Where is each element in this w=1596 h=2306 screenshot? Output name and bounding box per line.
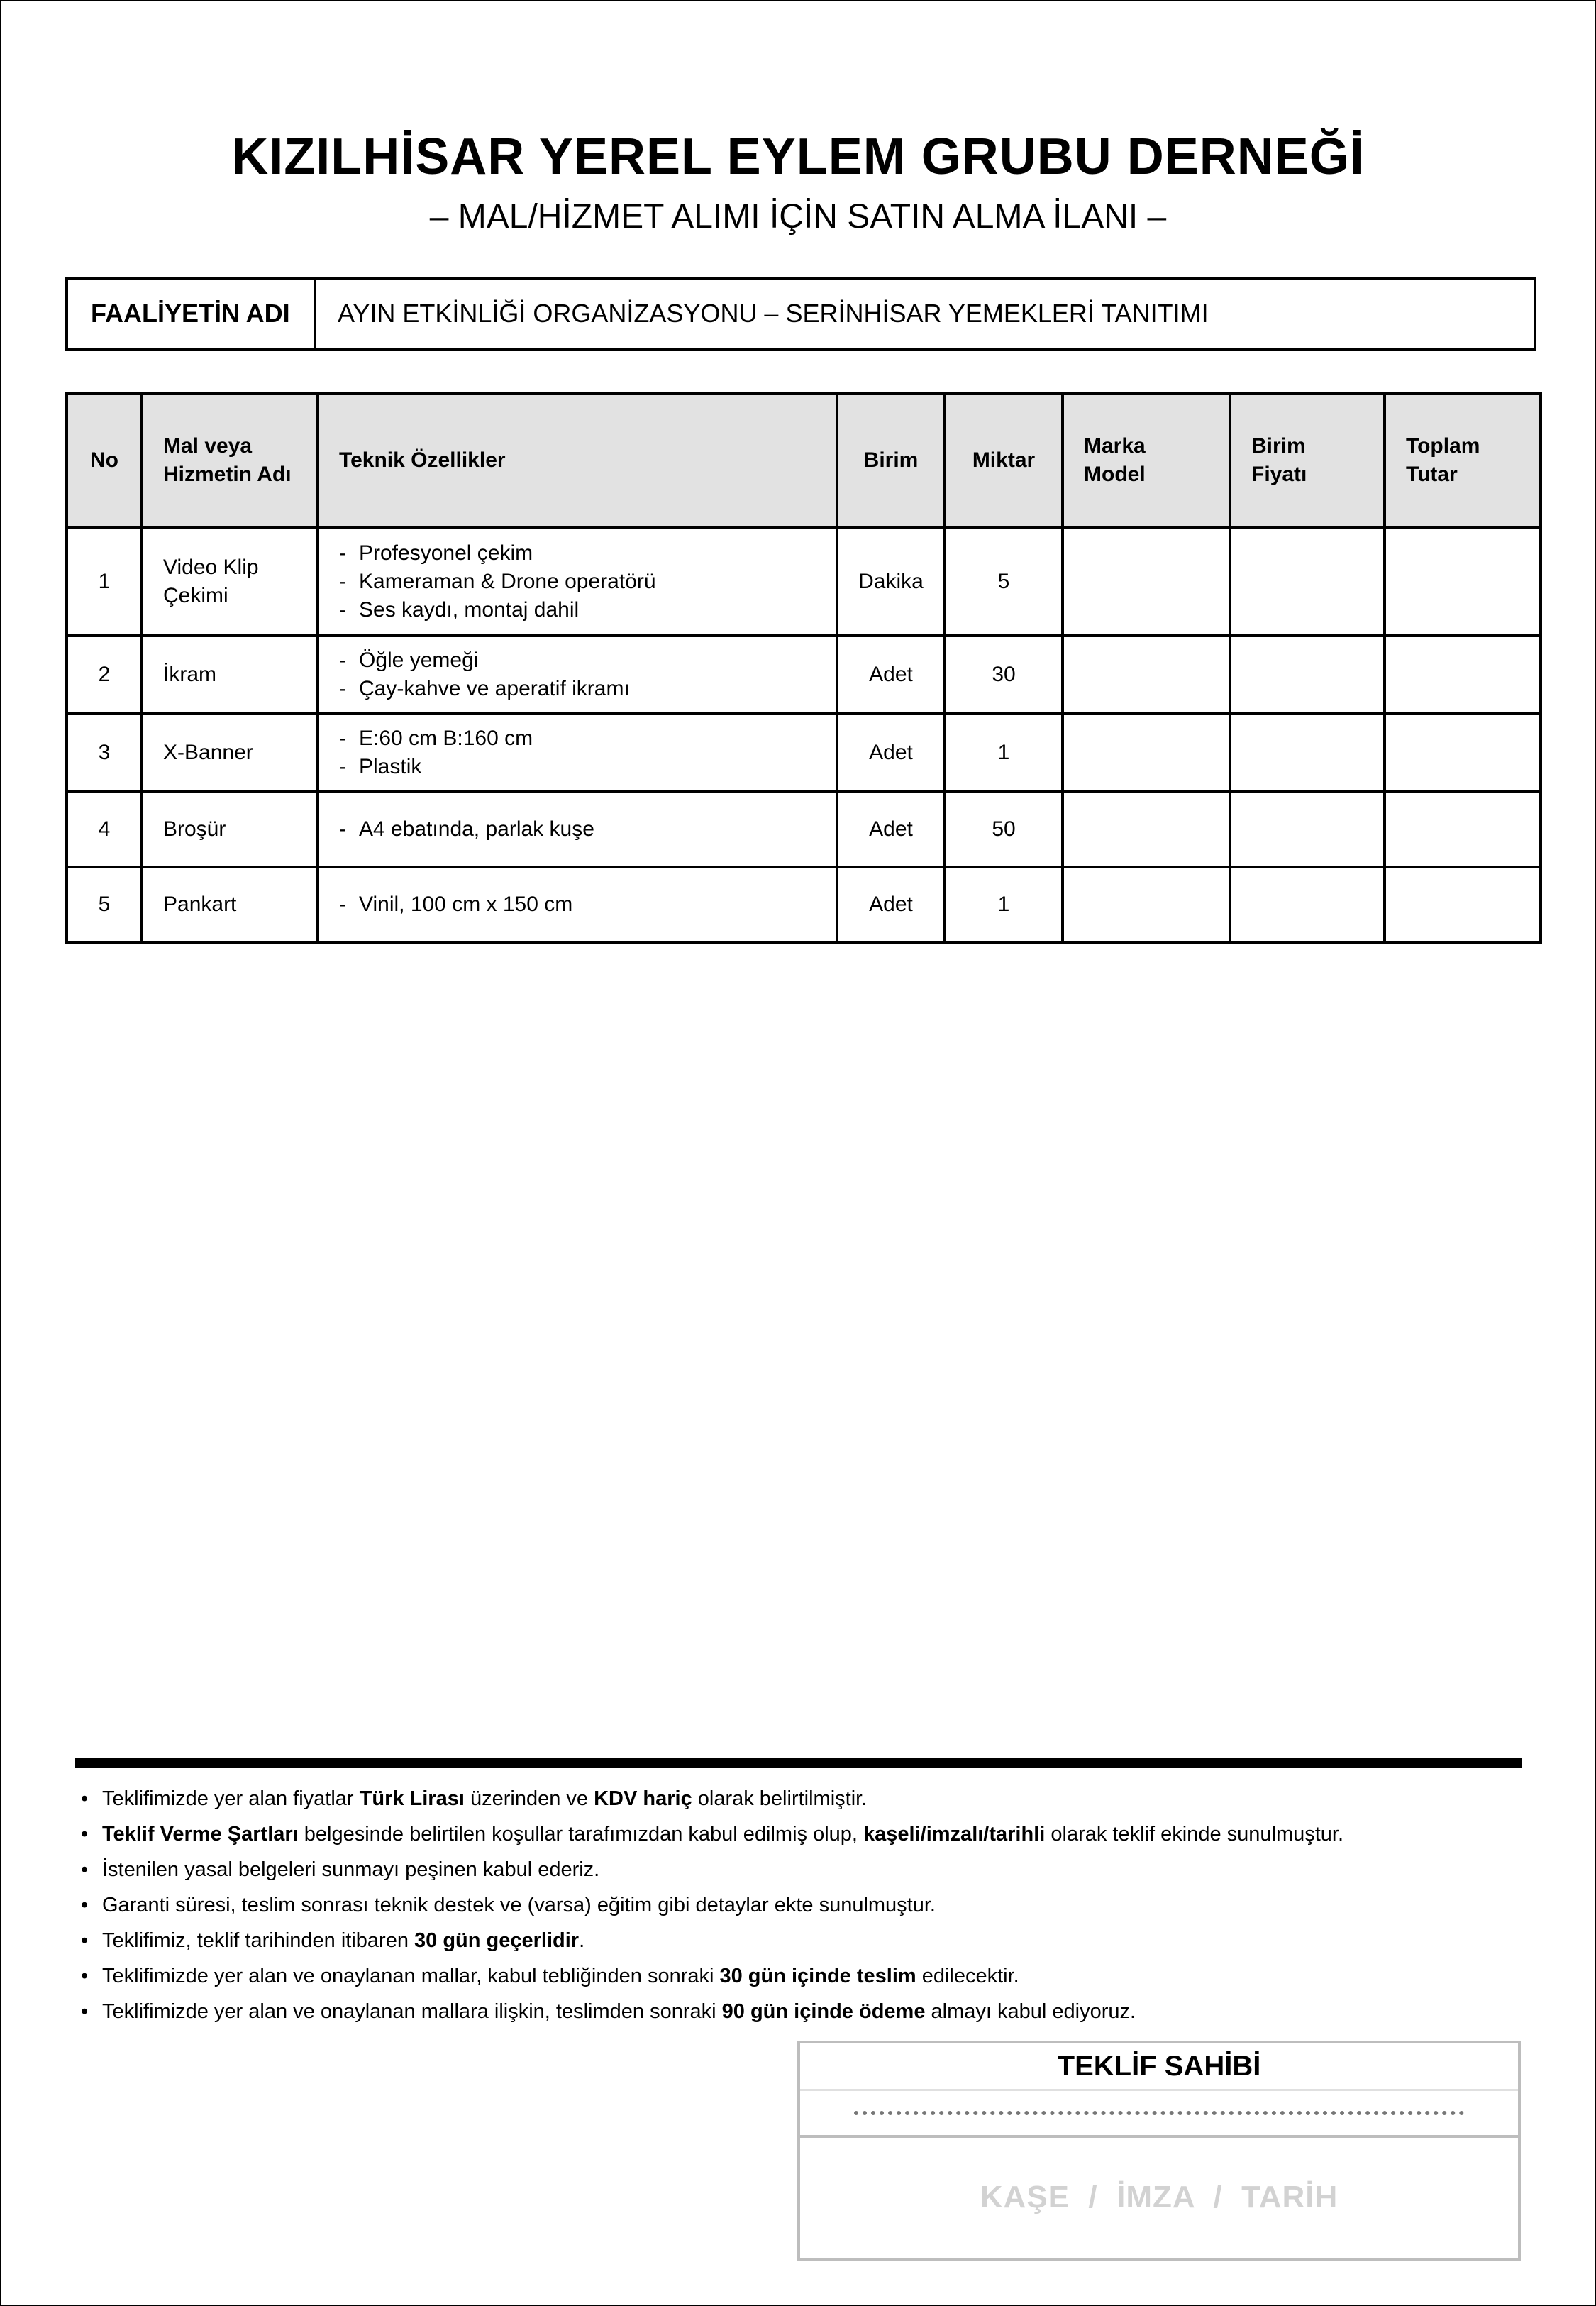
col-header-no: No xyxy=(67,393,142,528)
cell-specs xyxy=(318,636,837,714)
items-table xyxy=(65,392,1542,944)
cell-unit: Dakika xyxy=(837,528,945,636)
col-header-total-line1: Toplam xyxy=(1406,434,1480,458)
cell-total xyxy=(1385,636,1541,714)
cell-unit: Adet xyxy=(837,867,945,942)
terms-item: • Teklif Verme Şartları belgesinde belirtilen koşullar tarafımızdan kabul edilmiş olup, kaşeli/imzalı/tarihli olarak teklif ekinde sunulmuştur. xyxy=(78,1816,1539,1852)
spec-line: - Çay-kahve ve aperatif ikramı xyxy=(339,675,816,703)
cell-item-name: Pankart xyxy=(142,867,318,942)
cell-item-name xyxy=(142,528,318,636)
cell-qty: 5 xyxy=(945,528,1063,636)
table-row xyxy=(67,867,1541,942)
table-row xyxy=(67,528,1541,636)
cell-unit-price xyxy=(1230,867,1385,942)
cell-item-name: X-Banner xyxy=(142,714,318,792)
spec-line: - Ses kaydı, montaj dahil xyxy=(339,596,816,624)
dotted-line xyxy=(854,2111,1464,2115)
cell-no: 4 xyxy=(67,792,142,867)
cell-total xyxy=(1385,867,1541,942)
table-header-row xyxy=(67,393,1541,528)
cell-no: 1 xyxy=(67,528,142,636)
col-header-qty: Miktar xyxy=(945,393,1063,528)
cell-unit: Adet xyxy=(837,714,945,792)
cell-total xyxy=(1385,714,1541,792)
cell-specs xyxy=(318,792,837,867)
cell-item-name: Broşür xyxy=(142,792,318,867)
col-header-brand xyxy=(1063,393,1230,528)
terms-item: • Garanti süresi, teslim sonrası teknik destek ve (varsa) eğitim gibi detaylar ekte sunulmuştur. xyxy=(78,1887,1539,1923)
bidder-title: TEKLİF SAHİBİ xyxy=(800,2043,1518,2091)
terms-item: • Teklifimizde yer alan ve onaylanan mallar, kabul tebliğinden sonraki 30 gün içinde teslim edilecektir. xyxy=(78,1958,1539,1994)
terms-item: • İstenilen yasal belgeleri sunmayı peşinen kabul ederiz. xyxy=(78,1852,1539,1887)
cell-item-name: İkram xyxy=(142,636,318,714)
cell-brand-model xyxy=(1063,792,1230,867)
cell-qty: 30 xyxy=(945,636,1063,714)
cell-brand-model xyxy=(1063,528,1230,636)
cell-unit-price xyxy=(1230,792,1385,867)
cell-total xyxy=(1385,528,1541,636)
col-header-total-line2: Tutar xyxy=(1406,463,1458,486)
terms-item: • Teklifimiz, teklif tarihinden itibaren 30 gün geçerlidir. xyxy=(78,1923,1539,1958)
cell-no: 3 xyxy=(67,714,142,792)
col-header-total xyxy=(1385,393,1541,528)
col-header-name xyxy=(142,393,318,528)
terms-list xyxy=(78,1781,1539,2029)
page-title: KIZILHİSAR YEREL EYLEM GRUBU DERNEĞİ xyxy=(231,128,1365,185)
cell-brand-model xyxy=(1063,714,1230,792)
page-subtitle: – MAL/HİZMET ALIMI İÇİN SATIN ALMA İLANI – xyxy=(429,198,1167,236)
spec-line: - Öğle yemeği xyxy=(339,646,816,675)
spec-line: - Vinil, 100 cm x 150 cm xyxy=(339,890,816,919)
section-divider xyxy=(75,1758,1522,1768)
table-row xyxy=(67,792,1541,867)
cell-unit-price xyxy=(1230,714,1385,792)
col-header-unit: Birim xyxy=(837,393,945,528)
spec-line: - Kameraman & Drone operatörü xyxy=(339,568,816,596)
cell-qty: 50 xyxy=(945,792,1063,867)
spec-line: - Plastik xyxy=(339,753,816,781)
col-header-price-line1: Birim xyxy=(1251,434,1306,458)
item-name-line1: Video Klip xyxy=(163,556,259,579)
cell-no: 2 xyxy=(67,636,142,714)
cell-unit-price xyxy=(1230,528,1385,636)
table-row xyxy=(67,636,1541,714)
cell-total xyxy=(1385,792,1541,867)
item-name-line2: Çekimi xyxy=(163,584,228,607)
stamp-signature-date-area[interactable]: KAŞE / İMZA / TARİH xyxy=(980,2180,1339,2214)
activity-value: AYIN ETKİNLİĞİ ORGANİZASYONU – SERİNHİSAR YEMEKLERİ TANITIMI xyxy=(338,299,1209,328)
terms-item: • Teklifimizde yer alan fiyatlar Türk Lirası üzerinden ve KDV hariç olarak belirtilmiştir. xyxy=(78,1781,1539,1816)
col-header-price-line2: Fiyatı xyxy=(1251,463,1307,486)
activity-name-box xyxy=(65,277,1536,351)
col-header-brand-line1: Marka xyxy=(1084,434,1146,458)
cell-specs xyxy=(318,714,837,792)
spec-line: - A4 ebatında, parlak kuşe xyxy=(339,815,816,844)
col-header-brand-line2: Model xyxy=(1084,463,1146,486)
col-header-specs: Teknik Özellikler xyxy=(318,393,837,528)
spec-line: - Profesyonel çekim xyxy=(339,539,816,568)
col-header-unit-price xyxy=(1230,393,1385,528)
cell-no: 5 xyxy=(67,867,142,942)
col-header-name-line1: Mal veya xyxy=(163,434,253,458)
cell-brand-model xyxy=(1063,867,1230,942)
bidder-name-line[interactable] xyxy=(800,2091,1518,2138)
table-row xyxy=(67,714,1541,792)
activity-label: FAALİYETİN ADI xyxy=(68,280,316,348)
cell-brand-model xyxy=(1063,636,1230,714)
bidder-signature-box xyxy=(797,2041,1521,2261)
cell-unit: Adet xyxy=(837,636,945,714)
terms-item: • Teklifimizde yer alan ve onaylanan mallara ilişkin, teslimden sonraki 90 gün içinde ödeme almayı kabul ediyoruz. xyxy=(78,1994,1539,2029)
col-header-name-line2: Hizmetin Adı xyxy=(163,463,292,486)
spec-line: - E:60 cm B:160 cm xyxy=(339,724,816,753)
cell-specs xyxy=(318,528,837,636)
cell-specs xyxy=(318,867,837,942)
cell-unit-price xyxy=(1230,636,1385,714)
cell-unit: Adet xyxy=(837,792,945,867)
cell-qty: 1 xyxy=(945,867,1063,942)
cell-qty: 1 xyxy=(945,714,1063,792)
